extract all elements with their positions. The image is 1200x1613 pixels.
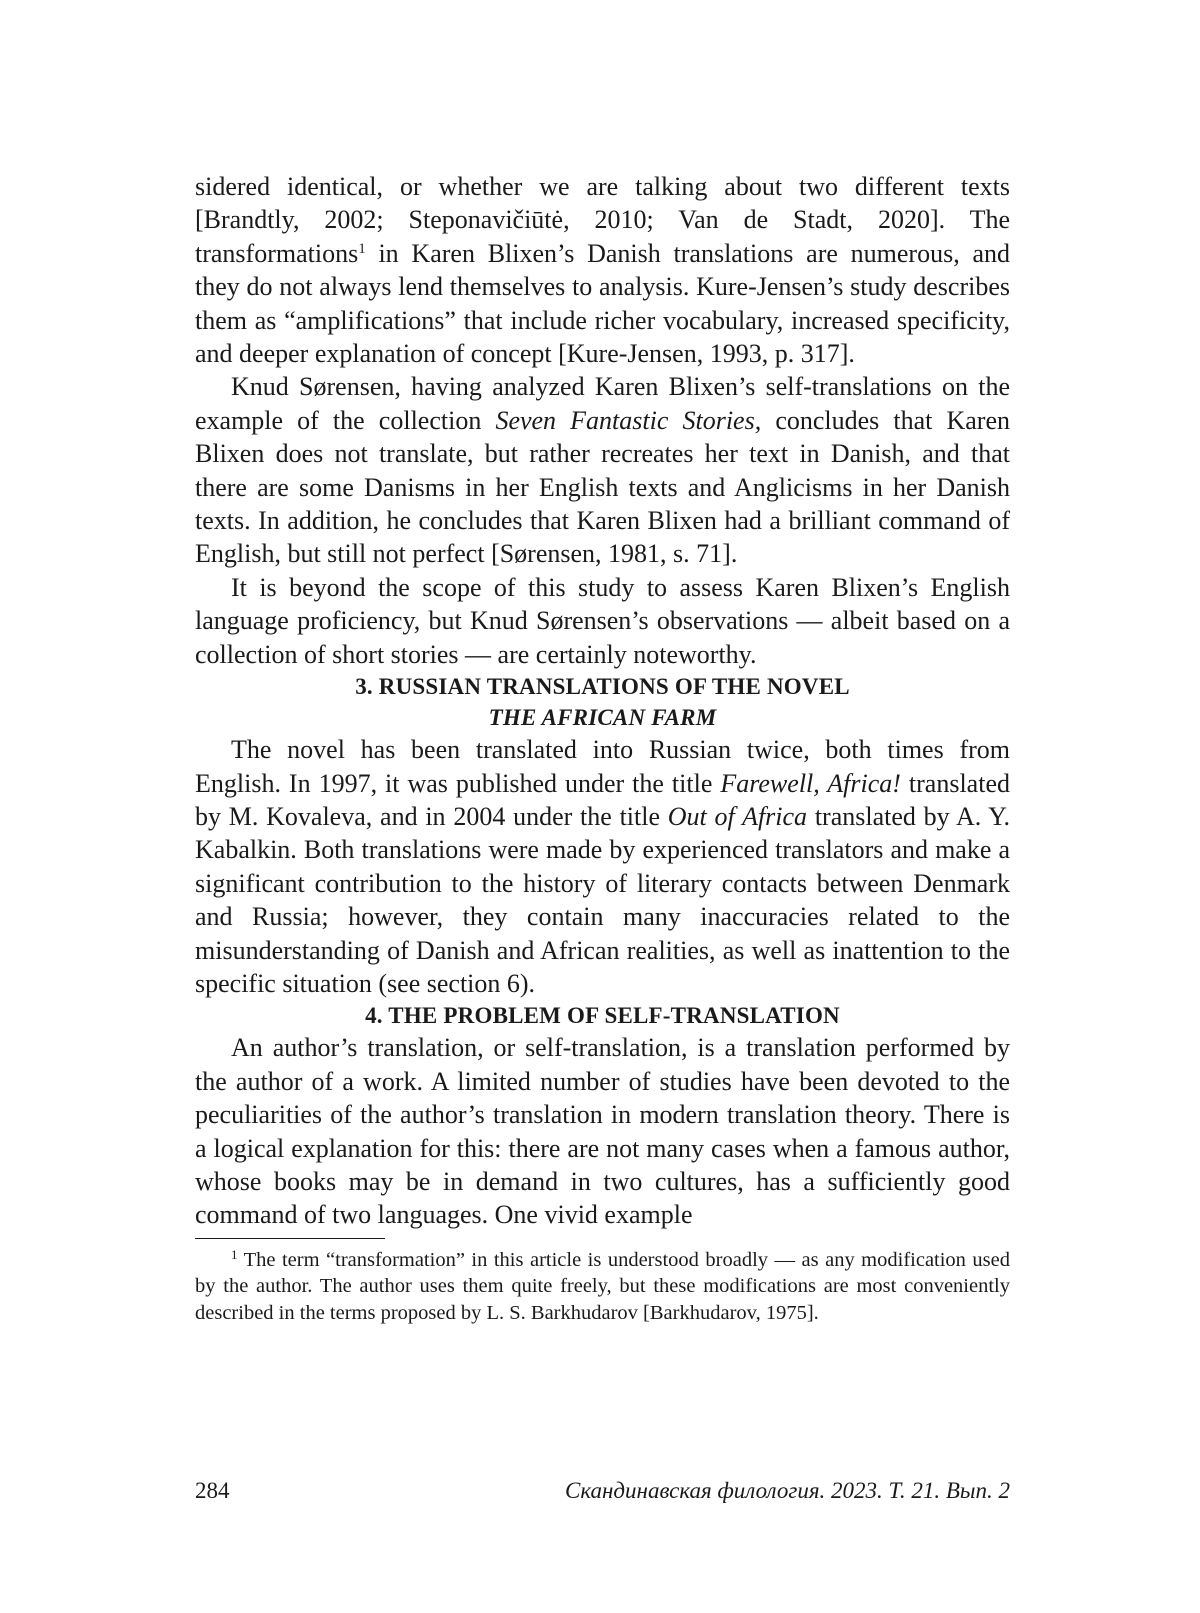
footnote-text: The term “transformation” in this article is understood broadly — as any modification used by the author. The author uses them quite freely, but these modifications are most conveniently described in the terms proposed by L. S. Barkhudarov [Barkhudarov, 1975]. (195, 1248, 1010, 1324)
paragraph-scope: It is beyond the scope of this study to assess Karen Blixen’s English language proficiency, but Knud Sørensen’s observations — albeit based on a collection of short stories — are certainly noteworthy. (195, 572, 1010, 669)
paragraph-continued (195, 170, 1010, 370)
book-title: Farewell, Africa! (720, 768, 901, 798)
paragraph-text: sidered identical, or whether we are talking about two different texts [Brandtly, 2002; Steponavičiūtė, 2010; Van de Stadt, 2020]. The transformations (195, 172, 1010, 268)
paragraph-sorensen (195, 370, 1010, 570)
section-heading-line: 3. RUSSIAN TRANSLATIONS OF THE NOVEL (355, 674, 850, 700)
section-heading-3 (195, 671, 1010, 733)
page-footer (195, 1478, 1010, 1512)
footnote-number: 1 (231, 1246, 238, 1262)
section-heading-4: 4. THE PROBLEM OF SELF-TRANSLATION (365, 1003, 840, 1029)
book-title: Seven Fantastic Stories, (495, 405, 762, 435)
paragraph-text: The novel has been translated into Russian twice, both times from English. In 1997, it was published under the title (195, 735, 1010, 798)
paragraph-self-translation: An author’s translation, or self-translation, is a translation performed by the author of a work. A limited number of studies have been devoted to the peculiarities of the author’s translation in modern translation theory. There is a logical explanation for this: there are not many cases when a famous author, whose books may be in demand in two cultures, has a sufficiently good command of two languages. One vivid example (195, 1033, 1010, 1230)
section-heading-line: THE AFRICAN FARM (488, 705, 717, 731)
paragraph-text: translated by A. Y. Kabalkin. Both translations were made by experienced translators and make a significant contribution to the history of literary contacts between Denmark and Russia; however, they contain many inaccuracies related to the misunderstanding of Danish and African realities, as well as inattention to the specific situation (see section 6). (195, 801, 1010, 998)
book-title: Out of Africa (667, 801, 808, 831)
paragraph-text: in Karen Blixen’s Danish translations are numerous, and they do not always lend themselves to analysis. Kure-Jensen’s study describes them as “amplifications” that include richer vocabulary, increased specificity, and deeper explanation of concept [Kure-Jensen, 1993, p. 317]. (195, 238, 1010, 369)
footnote-divider (195, 1238, 385, 1239)
page-number: 284 (195, 1478, 230, 1503)
paragraph-russian-translations (195, 733, 1010, 1000)
journal-citation: Скандинавская филология. 2023. Т. 21. Вып. 2 (564, 1478, 1010, 1503)
footnote (195, 1247, 1010, 1327)
paragraph-text: Knud Sørensen, having analyzed Karen Blixen’s self-translations on the example of the collection (195, 372, 1010, 435)
paragraph-text: translated by M. Kovaleva, and in 2004 under the title (195, 768, 1010, 831)
footnote-reference[interactable]: 1 (358, 240, 366, 257)
paragraph-text: concludes that Karen Blixen does not translate, but rather recreates her text in Danish, and that there are some Danisms in her English texts and Anglicisms in her Danish texts. In addition, he concludes that Karen Blixen had a brilliant command of English, but still not perfect [Sørensen, 1981, s. 71]. (195, 405, 1011, 569)
page-body (195, 170, 1010, 1326)
